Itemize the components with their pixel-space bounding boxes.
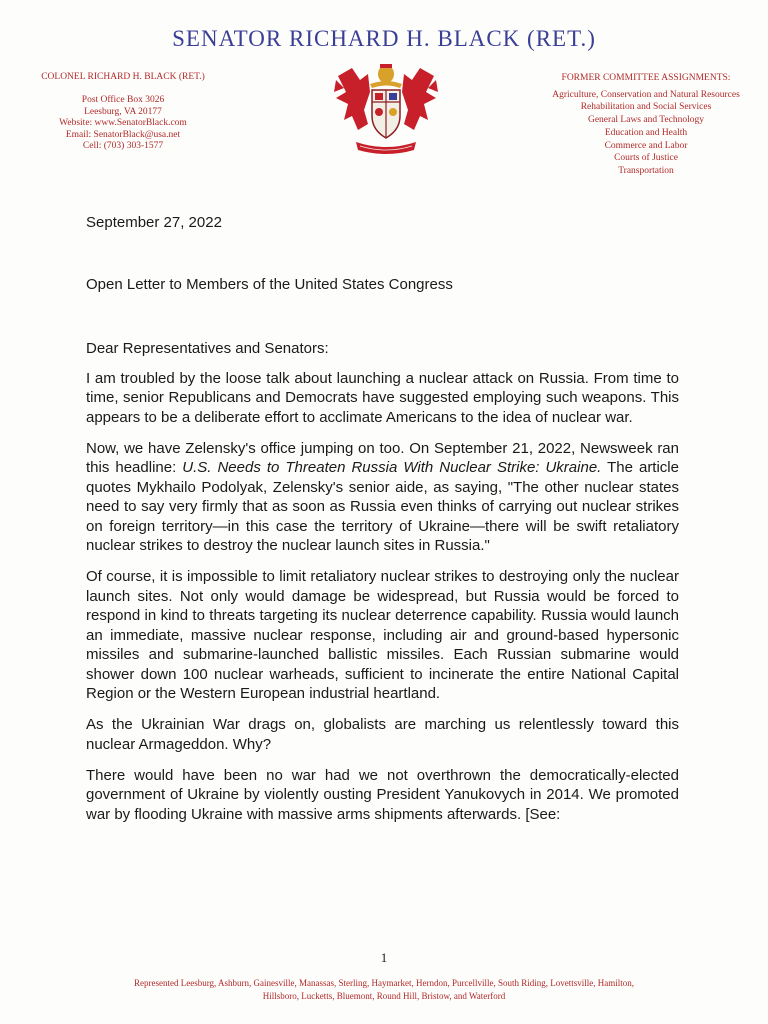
committee-item: Commerce and Labor (604, 140, 688, 151)
paragraph-5: There would have been no war had we not overthrown the democratically-elected government of Ukraine by violently ousting President Yanukovych in 2014. We promoted war by flooding Ukraine with massive arms shipments afterwards. [See: (86, 766, 679, 823)
headline-quote: U.S. Needs to Threaten Russia With Nuclear Strike: Ukraine. (182, 459, 602, 476)
contact-email: Email: SenatorBlack@usa.net (65, 129, 181, 140)
committee-title: FORMER COMMITTEE ASSIGNMENTS: (561, 73, 731, 83)
salutation: Dear Representatives and Senators: (86, 340, 329, 357)
committee-item: General Laws and Technology (587, 115, 705, 126)
coat-of-arms-icon (330, 58, 442, 158)
contact-cell: Cell: (703) 303-1577 (82, 141, 164, 152)
letter-subject: Open Letter to Members of the United States Congress (86, 276, 453, 293)
contact-website: Website: www.SenatorBlack.com (59, 118, 187, 129)
committee-item: Agriculture, Conservation and Natural Resources (552, 89, 740, 100)
committee-item: Rehabilitation and Social Services (580, 102, 712, 113)
contact-block (18, 72, 228, 152)
paragraph-3: Of course, it is impossible to limit retaliatory nuclear strikes to destroying only the nuclear launch sites. Not only would damage be widespread, but Russia would be forced to respond in kind to threats targeting its nuclear deterrence capability. Russia would launch an immediate, massive nuclear response, including air and ground-based hypersonic missiles and submarine-launched ballistic missiles. Each Russian submarine would shower down 100 nuclear warheads, sufficient to incinerate the entire National Capital Region or the Western European industrial heartland. (86, 568, 679, 702)
committee-item: Courts of Justice (614, 153, 678, 164)
paragraph-2-text-b: The article quotes Mykhailo Podolyak, Zelensky's senior aide, as saying, "The other nuclear states need to say very firmly that as soon as Russia even thinks of carrying out nuclear strikes on foreign territory—in this case the territory of Ukraine—there will be swift retaliatory nuclear strikes to destroy the nuclear launch sites in Russia." (86, 459, 679, 554)
paragraph-4: As the Ukrainian War drags on, globalists are marching us relentlessly toward this nuclear Armageddon. Why? (86, 716, 679, 753)
contact-title: COLONEL RICHARD H. BLACK (RET.) (41, 72, 205, 82)
paragraph-1: I am troubled by the loose talk about launching a nuclear attack on Russia. From time to time, senior Republicans and Democrats have suggested employing such weapons. This appears to be a deliberate effort to acclimate Americans to the idea of nuclear war. (86, 369, 679, 426)
contact-city: Leesburg, VA 20177 (84, 106, 162, 117)
contact-po-box: Post Office Box 3026 (81, 95, 165, 106)
letter-date: September 27, 2022 (86, 214, 222, 231)
paragraph-2-text-a: Now, we have Zelensky's office jumping on too. On September 21, 2022, Newsweek ran this headline: (86, 439, 679, 476)
letter-body (86, 339, 679, 836)
paragraph-2 (86, 439, 679, 556)
committee-item: Education and Health (604, 127, 688, 138)
page-number: 1 (380, 950, 388, 965)
footer-districts: Represented Leesburg, Ashburn, Gainesville, Manassas, Sterling, Haymarket, Herndon, Purcellville, South Riding, Lovettsville, Hamilton, Hillsboro, Lucketts, Bluemont, Round Hill, Bristow, and Waterford (134, 978, 634, 1001)
committee-item: Transportation (618, 165, 674, 176)
committee-block (528, 72, 764, 178)
letterhead-name: SENATOR RICHARD H. BLACK (RET.) (172, 26, 596, 51)
